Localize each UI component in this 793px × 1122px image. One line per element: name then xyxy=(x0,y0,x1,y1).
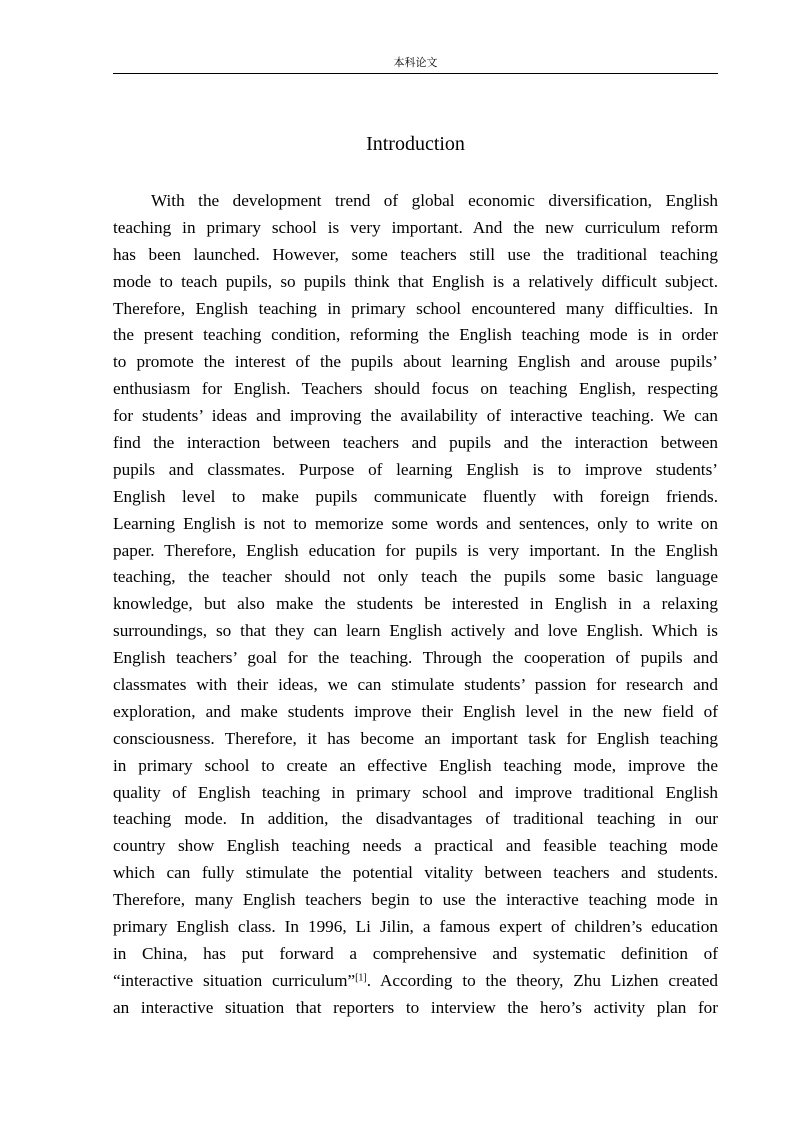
section-title: Introduction xyxy=(366,133,465,155)
paragraph-line-with-citation xyxy=(113,968,718,995)
paragraph-line: in primary school to create an effective English teaching mode, improve the xyxy=(113,755,718,775)
paragraph-line: Therefore, English teaching in primary school encountered many difficulties. In xyxy=(113,298,718,318)
paragraph-line: mode to teach pupils, so pupils think that English is a relatively difficult subject. xyxy=(113,271,718,291)
paragraph-line: has been launched. However, some teachers still use the traditional teaching xyxy=(113,244,718,264)
citation-reference: [1] xyxy=(355,972,367,984)
body-paragraph xyxy=(113,188,718,1022)
citation-line-after: . According to the theory, Zhu Lizhen created xyxy=(366,970,719,990)
paragraph-line: English level to make pupils communicate fluently with foreign friends. xyxy=(113,486,718,506)
paragraph-line: paper. Therefore, English education for pupils is very important. In the English xyxy=(113,540,718,560)
paragraph-line: pupils and classmates. Purpose of learning English is to improve students’ xyxy=(113,459,718,479)
paragraph-line: teaching mode. In addition, the disadvantages of traditional teaching in our xyxy=(113,809,718,829)
citation-line-before: “interactive situation curriculum” xyxy=(113,970,356,990)
paragraph-line: the present teaching condition, reforming the English teaching mode is in order xyxy=(113,325,718,345)
paragraph-line: to promote the interest of the pupils about learning English and arouse pupils’ xyxy=(113,352,718,372)
paragraph-line: enthusiasm for English. Teachers should focus on teaching English, respecting xyxy=(113,379,718,399)
paragraph-line: classmates with their ideas, we can stimulate students’ passion for research and xyxy=(113,675,718,695)
paragraph-line: teaching in primary school is very important. And the new curriculum reform xyxy=(113,217,718,237)
paragraph-line: consciousness. Therefore, it has become an important task for English teaching xyxy=(113,728,718,748)
paragraph-line: quality of English teaching in primary school and improve traditional English xyxy=(113,782,718,802)
paragraph-line: exploration, and make students improve their English level in the new field of xyxy=(113,701,718,721)
paragraph-line: knowledge, but also make the students be interested in English in a relaxing xyxy=(113,594,718,614)
running-header: 本科论文 xyxy=(393,56,438,69)
paragraph-line: an interactive situation that reporters to interview the hero’s activity plan for xyxy=(113,997,718,1017)
paragraph-line: teaching, the teacher should not only teach the pupils some basic language xyxy=(113,567,718,587)
paragraph-line: English teachers’ goal for the teaching. Through the cooperation of pupils and xyxy=(113,648,718,668)
paragraph-line: Learning English is not to memorize some words and sentences, only to write on xyxy=(113,513,718,533)
paragraph-line: country show English teaching needs a practical and feasible teaching mode xyxy=(113,836,718,856)
paragraph-line: find the interaction between teachers and pupils and the interaction between xyxy=(113,433,718,453)
header-rule xyxy=(113,73,718,74)
paragraph-line: surroundings, so that they can learn English actively and love English. Which is xyxy=(113,621,718,641)
paragraph-line: in China, has put forward a comprehensive and systematic definition of xyxy=(113,943,718,963)
paragraph-line: Therefore, many English teachers begin to use the interactive teaching mode in xyxy=(113,890,718,910)
paragraph-line: for students’ ideas and improving the availability of interactive teaching. We can xyxy=(113,406,718,426)
paragraph-line: primary English class. In 1996, Li Jilin, a famous expert of children’s education xyxy=(113,917,718,937)
paragraph-line: With the development trend of global economic diversification, English xyxy=(151,191,718,210)
paragraph-line: which can fully stimulate the potential vitality between teachers and students. xyxy=(113,863,718,883)
